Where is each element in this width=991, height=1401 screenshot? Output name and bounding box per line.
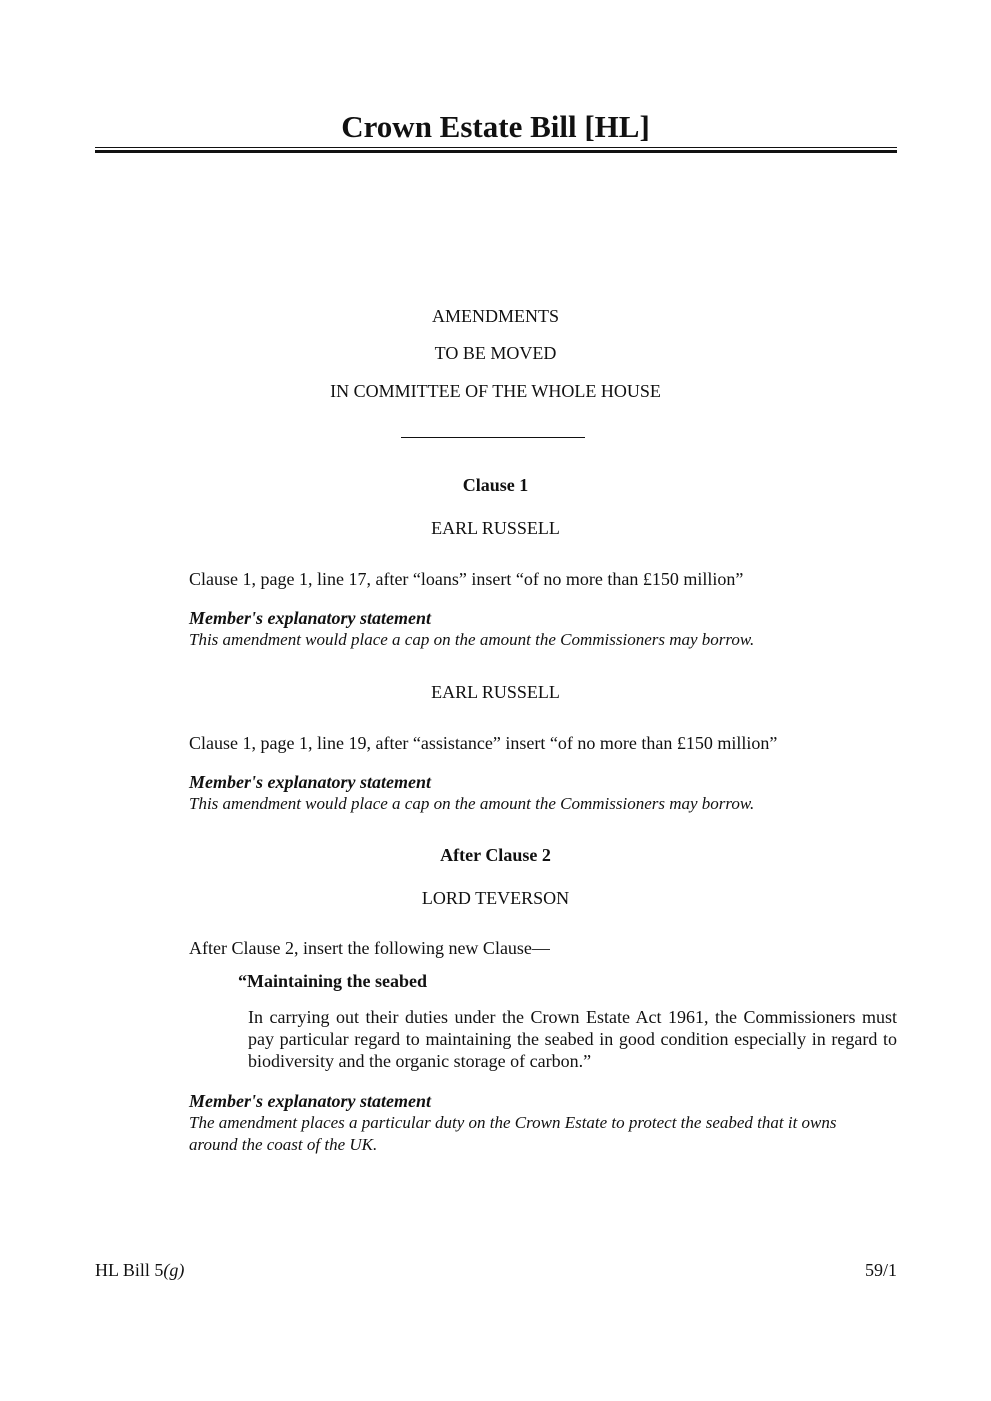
new-clause-title: “Maintaining the seabed: [238, 971, 428, 991]
amendment-text: After Clause 2, insert the following new Clause—: [189, 938, 550, 958]
document-title: Crown Estate Bill [HL]: [341, 109, 650, 144]
statement-label: Member's explanatory statement: [189, 1091, 431, 1111]
bill-suffix: (g): [163, 1260, 185, 1280]
statement-text-line-1: The amendment places a particular duty on the Crown Estate to protect the seabed that it owns: [189, 1113, 837, 1132]
intro-line-3: IN COMMITTEE OF THE WHOLE HOUSE: [330, 381, 661, 401]
intro-line-2: TO BE MOVED: [434, 343, 557, 363]
intro-divider: [401, 437, 585, 438]
section-heading: After Clause 2: [440, 845, 551, 865]
member-name: LORD TEVERSON: [421, 888, 570, 908]
statement-text: This amendment would place a cap on the amount the Commissioners may borrow.: [189, 794, 755, 813]
statement-label: Member's explanatory statement: [189, 608, 431, 628]
title-rule-thin: [95, 147, 897, 148]
title-rule-thick: [95, 150, 897, 153]
bill-ref: HL Bill 5: [95, 1260, 164, 1280]
statement-text: This amendment would place a cap on the amount the Commissioners may borrow.: [189, 630, 755, 649]
section-heading: Clause 1: [462, 475, 529, 495]
new-clause-body: In carrying out their duties under the Crown Estate Act 1961, the Commissioners must pay particular regard to maintaining the seabed in good condition especially in regard to biodiversity and the organic storage of carbon.”: [248, 1007, 897, 1071]
page-reference: 59/1: [864, 1260, 897, 1280]
amendment-text: Clause 1, page 1, line 17, after “loans” insert “of no more than £150 million”: [189, 569, 744, 589]
statement-text-line-2: around the coast of the UK.: [189, 1135, 378, 1154]
member-name: EARL RUSSELL: [431, 682, 560, 702]
bill-reference: [95, 1259, 184, 1281]
statement-label: Member's explanatory statement: [189, 772, 431, 792]
member-name: EARL RUSSELL: [431, 518, 560, 538]
intro-line-1: AMENDMENTS: [431, 306, 559, 326]
amendment-text: Clause 1, page 1, line 19, after “assistance” insert “of no more than £150 million”: [189, 733, 778, 753]
